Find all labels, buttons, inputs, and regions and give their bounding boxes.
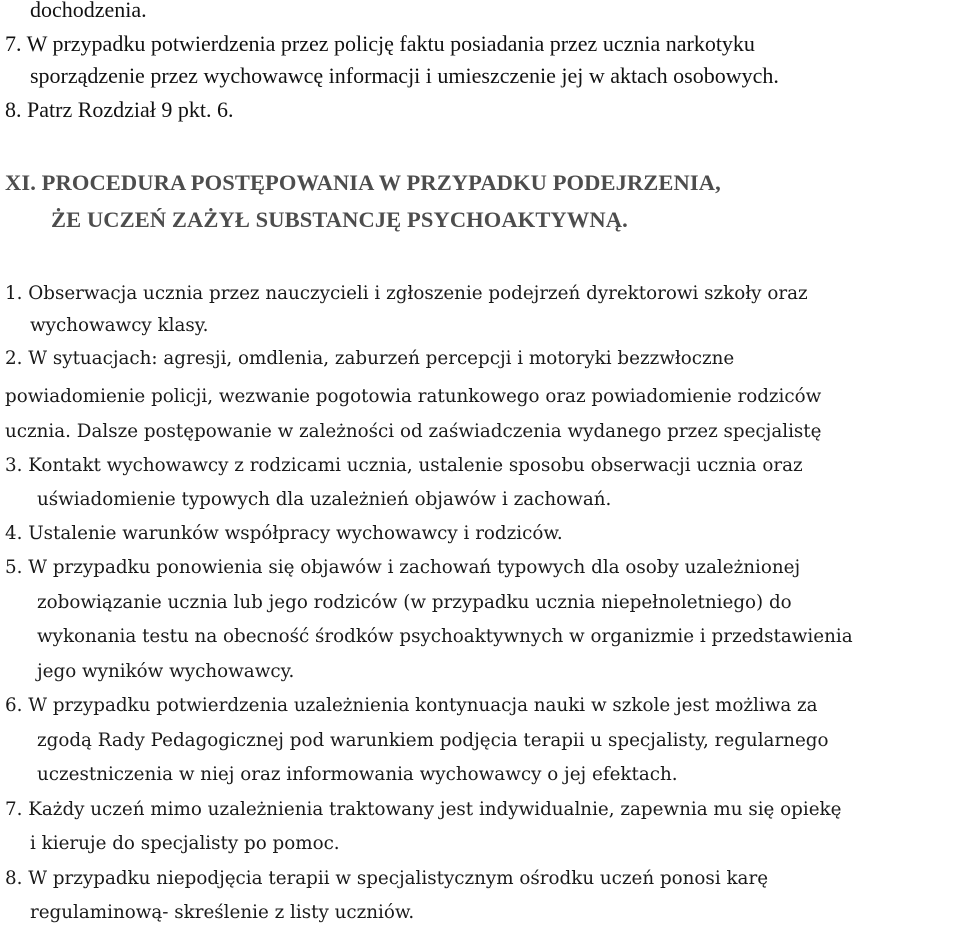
text-line: sporządzenie przez wychowawcę informacji i umieszczenie jej w aktach osobowych. [30, 63, 779, 88]
list-item-line: regulaminową- skreślenie z listy uczniów. [30, 902, 415, 923]
list-item-line: 1. Obserwacja ucznia przez nauczycieli i zgłoszenie podejrzeń dyrektorowi szkoły oraz [5, 283, 808, 304]
list-item-line: 2. W sytuacjach: agresji, omdlenia, zaburzeń percepcji i motoryki bezzwłoczne [5, 348, 735, 369]
list-item-line: uczestniczenia w niej oraz informowania wychowawcy o jej efektach. [37, 764, 678, 785]
list-item-line: zobowiązanie ucznia lub jego rodziców (w przypadku ucznia niepełnoletniego) do [37, 592, 792, 613]
list-item-line: 8. W przypadku niepodjęcia terapii w specjalistycznym ośrodku uczeń ponosi karę [5, 868, 769, 889]
list-item-line: 4. Ustalenie warunków współpracy wychowawcy i rodziców. [5, 523, 563, 544]
list-item-line: uświadomienie typowych dla uzależnień objawów i zachowań. [37, 489, 612, 510]
section-heading: XI. PROCEDURA POSTĘPOWANIA W PRZYPADKU PODEJRZENIA, [5, 170, 721, 195]
list-item-line: 7. Każdy uczeń mimo uzależnienia traktowany jest indywidualnie, zapewnia mu się opiekę [5, 799, 842, 820]
list-item-line: 3. Kontakt wychowawcy z rodzicami ucznia, ustalenie sposobu obserwacji ucznia oraz [5, 455, 803, 476]
list-item-line: i kieruje do specjalisty po pomoc. [30, 833, 340, 854]
section-heading: ŻE UCZEŃ ZAŻYŁ SUBSTANCJĘ PSYCHOAKTYWNĄ. [51, 207, 628, 232]
list-item-line: 5. W przypadku ponowienia się objawów i zachowań typowych dla osoby uzależnionej [5, 557, 801, 578]
list-item-line: zgodą Rady Pedagogicznej pod warunkiem podjęcia terapii u specjalisty, regularnego [37, 730, 829, 751]
list-item-line: powiadomienie policji, wezwanie pogotowia ratunkowego oraz powiadomienie rodziców [5, 386, 822, 407]
list-item-line: wychowawcy klasy. [30, 315, 209, 336]
list-item-line: 6. W przypadku potwierdzenia uzależnienia kontynuacja nauki w szkole jest możliwa za [5, 695, 818, 716]
text-line: 7. W przypadku potwierdzenia przez policję faktu posiadania przez ucznia narkotyku [5, 31, 755, 56]
text-line: dochodzenia. [30, 0, 147, 22]
list-item-line: wykonania testu na obecność środków psychoaktywnych w organizmie i przedstawienia [37, 626, 853, 647]
text-line: 8. Patrz Rozdział 9 pkt. 6. [5, 97, 234, 122]
list-item-line: ucznia. Dalsze postępowanie w zależności od zaświadczenia wydanego przez specjalistę [5, 421, 822, 442]
list-item-line: jego wyników wychowawcy. [37, 661, 295, 682]
